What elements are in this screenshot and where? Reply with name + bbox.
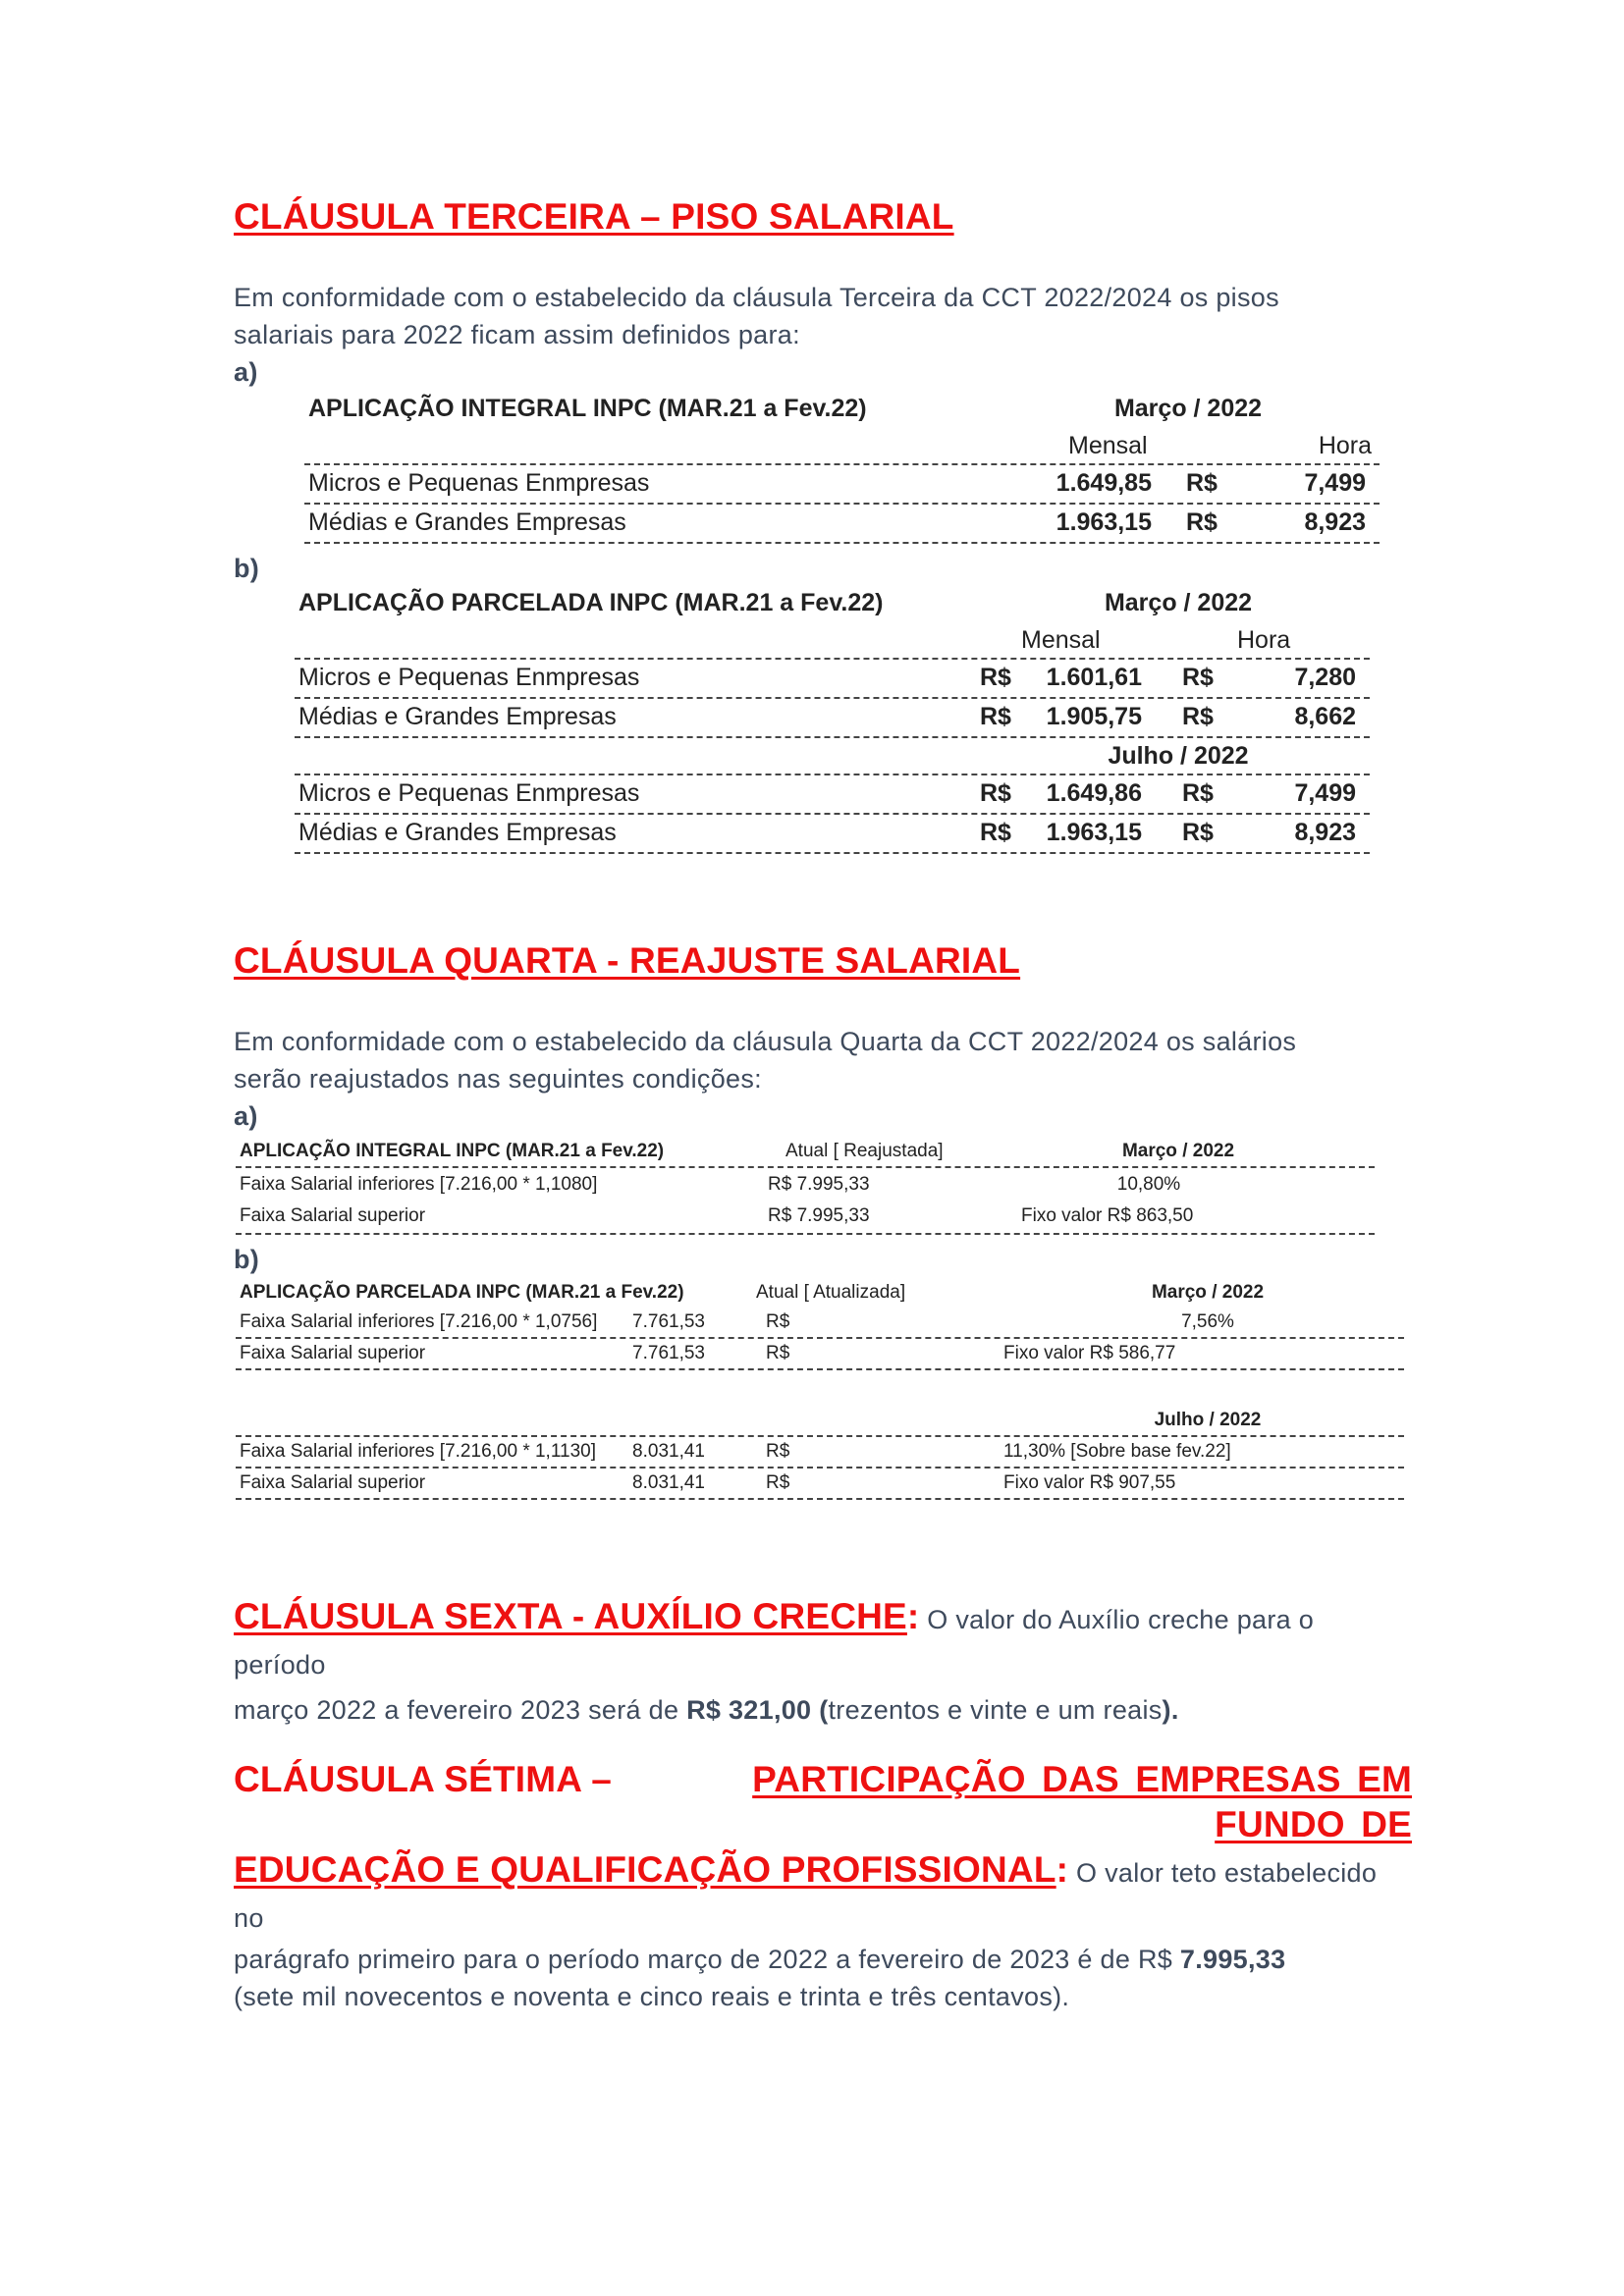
title-colon: : <box>1056 1849 1069 1890</box>
row-atual: R$ 7.995,33 <box>768 1174 870 1195</box>
table-row <box>236 1437 1404 1468</box>
paren-open: ( <box>811 1695 829 1725</box>
sexta-text-1: O valor do Auxílio creche para o período <box>234 1605 1315 1680</box>
item-b-label: b) <box>234 554 260 583</box>
table-header-row <box>236 1278 1404 1308</box>
row-atual: 8.031,41 <box>632 1472 705 1493</box>
row-hora: 8,923 <box>1294 819 1356 846</box>
row-label: Micros e Pequenas Enmpresas <box>298 664 640 691</box>
row-currency: R$ <box>980 664 1011 691</box>
row-value: Fixo valor R$ 586,77 <box>1003 1343 1176 1363</box>
clausula-quarta-heading <box>234 940 1020 982</box>
table-row <box>304 465 1380 505</box>
row-currency: R$ <box>1182 779 1214 807</box>
table-period: Julho / 2022 <box>1108 742 1249 770</box>
clausula-setima-title-line-2: EDUCAÇÃO E QUALIFICAÇÃO PROFISSIONAL <box>234 1849 1056 1890</box>
table-title: APLICAÇÃO INTEGRAL INPC (MAR.21 a Fev.22) <box>308 395 867 422</box>
table-row <box>295 775 1370 815</box>
table-title: APLICAÇÃO PARCELADA INPC (MAR.21 a Fev.22) <box>298 589 884 616</box>
row-label: Médias e Grandes Empresas <box>298 819 617 846</box>
table-period: Março / 2022 <box>1121 1141 1235 1161</box>
row-currency: R$ <box>1186 508 1218 536</box>
intro-line-2: salariais para 2022 ficam assim definidos para: <box>234 320 800 349</box>
row-value: 7,56% <box>1181 1311 1234 1332</box>
row-hora: 7,280 <box>1294 664 1356 691</box>
table-title: APLICAÇÃO PARCELADA INPC (MAR.21 a Fev.22) <box>240 1282 684 1303</box>
row-label: Faixa Salarial superior <box>240 1205 426 1226</box>
row-atual: 7.761,53 <box>632 1311 705 1332</box>
table-title: APLICAÇÃO INTEGRAL INPC (MAR.21 a Fev.22) <box>240 1141 665 1161</box>
clausula-terceira-intro <box>234 279 1402 391</box>
table-row <box>304 505 1380 544</box>
intro-line-1: Em conformidade com o estabelecido da cláusula Terceira da CCT 2022/2024 os pisos <box>234 283 1279 312</box>
teto-amount: 7.995,33 <box>1179 1945 1286 1974</box>
clausula-setima <box>234 1757 1412 2015</box>
row-currency: R$ <box>766 1311 790 1332</box>
piso-parcelada-table <box>295 585 1370 860</box>
row-atual: 8.031,41 <box>632 1441 705 1462</box>
row-currency: R$ <box>1182 664 1214 691</box>
clausula-sexta <box>234 1594 1412 1733</box>
col-atual: Atual [ Atualizada] <box>756 1282 906 1303</box>
table-row <box>295 699 1370 738</box>
row-mensal: 1.963,15 <box>1056 508 1152 536</box>
row-currency: R$ <box>1186 469 1218 497</box>
piso-integral-table <box>304 391 1380 548</box>
clausula-sexta-title: CLÁUSULA SEXTA - AUXÍLIO CRECHE <box>234 1596 907 1636</box>
clausula-terceira-heading <box>234 196 954 238</box>
sexta-text-2: março 2022 a fevereiro 2023 será de <box>234 1695 687 1725</box>
row-label: Médias e Grandes Empresas <box>298 703 617 730</box>
row-label: Faixa Salarial superior <box>240 1472 426 1493</box>
row-mensal: 1.649,86 <box>1046 779 1142 807</box>
setima-text-1: O valor teto estabelecido no <box>234 1858 1378 1933</box>
col-atual: Atual [ Reajustada] <box>785 1141 944 1161</box>
col-mensal: Mensal <box>1068 432 1148 459</box>
item-b-label: b) <box>234 1245 260 1274</box>
auxilio-creche-amount: R$ 321,00 <box>686 1695 812 1725</box>
row-hora: 7,499 <box>1304 469 1366 497</box>
col-hora: Hora <box>1318 432 1372 459</box>
row-currency: R$ <box>980 779 1011 807</box>
clausula-quarta-title: CLÁUSULA QUARTA - REAJUSTE SALARIAL <box>234 940 1021 981</box>
table-period: Março / 2022 <box>1113 395 1263 422</box>
reajuste-integral-table <box>236 1139 1375 1237</box>
row-currency: R$ <box>1182 819 1214 846</box>
row-label: Faixa Salarial inferiores [7.216,00 * 1,0756] <box>240 1311 598 1332</box>
row-currency: R$ <box>766 1343 790 1363</box>
row-hora: 7,499 <box>1294 779 1356 807</box>
table-row <box>295 660 1370 699</box>
row-label: Micros e Pequenas Enmpresas <box>308 469 650 497</box>
table-header-row <box>236 1139 1375 1168</box>
setima-text-2: parágrafo primeiro para o período março de 2022 a fevereiro de 2023 é de R$ <box>234 1945 1180 1974</box>
row-atual: R$ 7.995,33 <box>768 1205 870 1226</box>
table-period: Março / 2022 <box>1104 589 1253 616</box>
table-header-row <box>304 428 1380 465</box>
amount-in-words: trezentos e vinte e um reais <box>828 1695 1163 1725</box>
clausula-setima-prefix: CLÁUSULA SÉTIMA – <box>234 1759 623 1799</box>
row-currency: R$ <box>766 1472 790 1493</box>
table-row <box>236 1339 1404 1370</box>
row-currency: R$ <box>766 1441 790 1462</box>
clausula-terceira-title: CLÁUSULA TERCEIRA – PISO SALARIAL <box>234 196 954 237</box>
table-row <box>295 815 1370 854</box>
paren-close: ). <box>1162 1695 1179 1725</box>
table-header-row <box>295 622 1370 660</box>
reajuste-parcelada-table <box>236 1278 1404 1504</box>
table-period2-row <box>236 1406 1404 1437</box>
table-period: Julho / 2022 <box>1154 1410 1262 1430</box>
row-label: Faixa Salarial inferiores [7.216,00 * 1,1130] <box>240 1441 596 1462</box>
item-a-label: a) <box>234 357 258 387</box>
row-mensal: 1.963,15 <box>1046 819 1142 846</box>
row-mensal: 1.601,61 <box>1046 664 1142 691</box>
row-currency: R$ <box>980 819 1011 846</box>
row-label: Faixa Salarial superior <box>240 1343 426 1363</box>
row-value: Fixo valor R$ 863,50 <box>1021 1205 1194 1226</box>
table-period2-row <box>295 738 1370 775</box>
clausula-setima-title-line-1: PARTICIPAÇÃO DAS EMPRESAS EM FUNDO DE <box>752 1759 1412 1844</box>
intro-line-2: serão reajustados nas seguintes condições: <box>234 1064 762 1094</box>
clausula-quarta-intro <box>234 1023 1402 1135</box>
setima-text-3: (sete mil novecentos e noventa e cinco reais e trinta e três centavos). <box>234 1982 1070 2011</box>
row-value: 11,30% [Sobre base fev.22] <box>1003 1441 1231 1462</box>
row-atual: 7.761,53 <box>632 1343 705 1363</box>
row-currency: R$ <box>1182 703 1214 730</box>
table-row <box>236 1468 1404 1500</box>
row-label: Médias e Grandes Empresas <box>308 508 626 536</box>
intro-line-1: Em conformidade com o estabelecido da cláusula Quarta da CCT 2022/2024 os salários <box>234 1027 1297 1056</box>
row-value: 10,80% <box>1116 1174 1181 1195</box>
row-hora: 8,662 <box>1294 703 1356 730</box>
row-label: Faixa Salarial inferiores [7.216,00 * 1,1080] <box>240 1174 598 1195</box>
col-hora: Hora <box>1237 626 1291 654</box>
col-mensal: Mensal <box>1021 626 1101 654</box>
row-hora: 8,923 <box>1304 508 1366 536</box>
row-value: Fixo valor R$ 907,55 <box>1003 1472 1176 1493</box>
row-mensal: 1.905,75 <box>1046 703 1142 730</box>
table-period: Março / 2022 <box>1151 1282 1265 1303</box>
table-row <box>236 1201 1375 1235</box>
item-a-label: a) <box>234 1101 258 1131</box>
title-colon: : <box>906 1596 920 1636</box>
table-row <box>236 1170 1375 1201</box>
table-row <box>236 1308 1404 1339</box>
row-currency: R$ <box>980 703 1011 730</box>
row-mensal: 1.649,85 <box>1056 469 1152 497</box>
row-label: Micros e Pequenas Enmpresas <box>298 779 640 807</box>
